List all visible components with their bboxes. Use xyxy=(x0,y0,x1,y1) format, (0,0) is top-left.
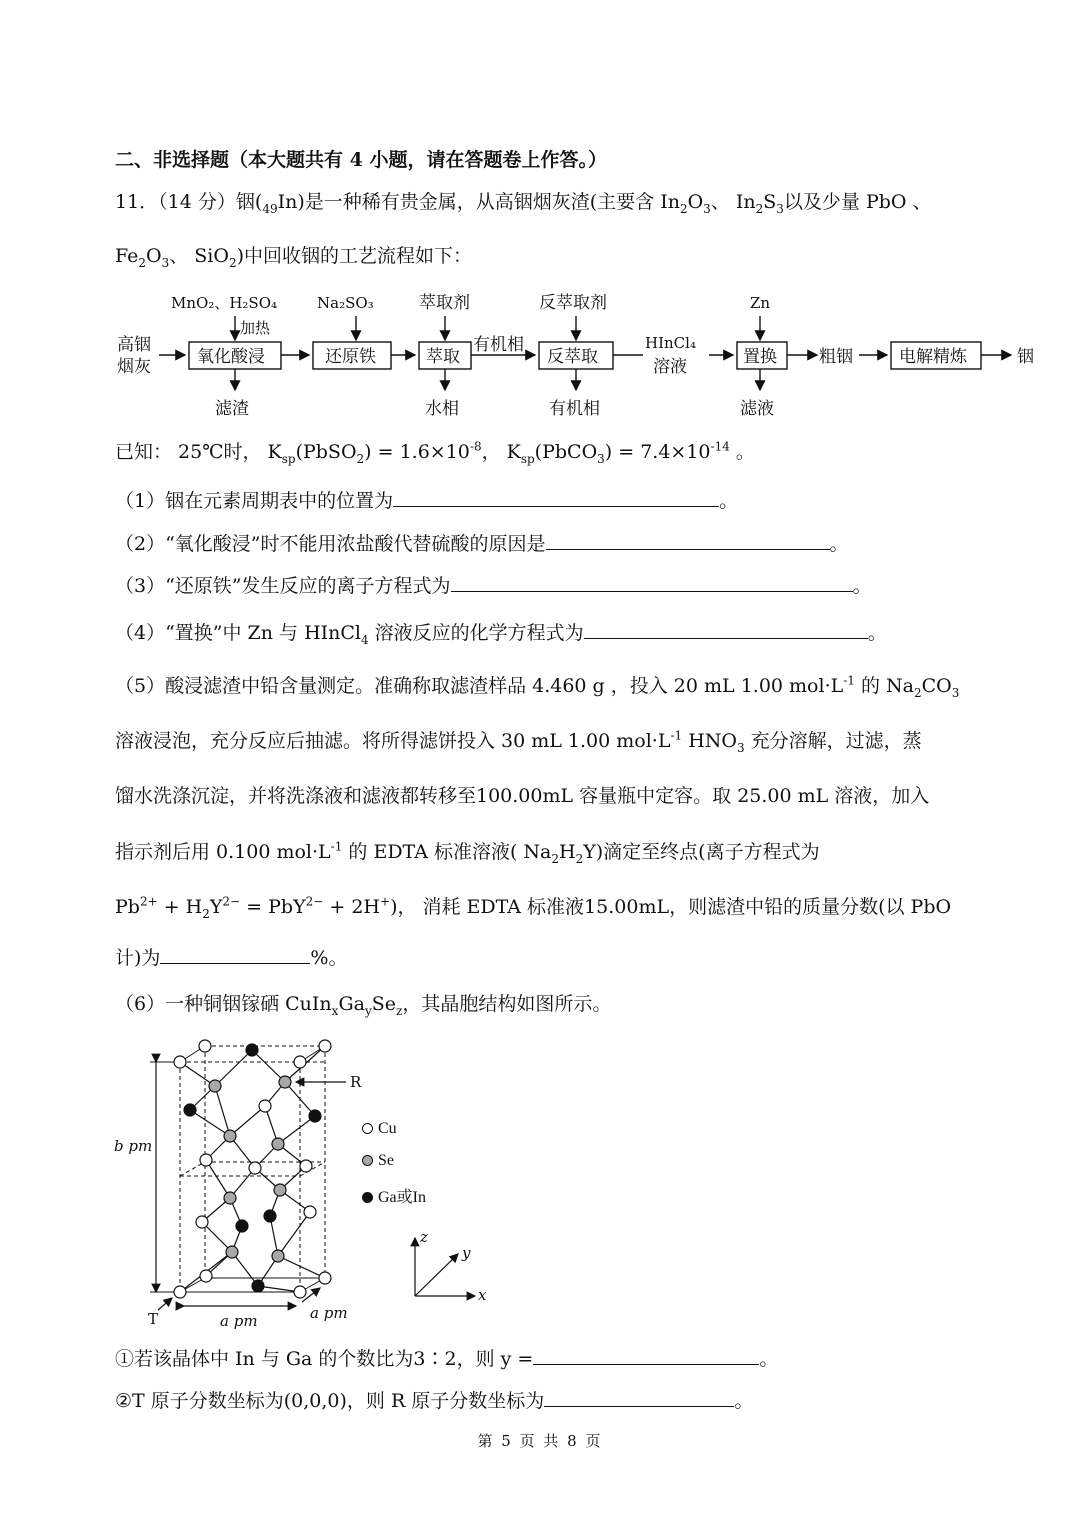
answer-blank-1[interactable] xyxy=(393,488,719,507)
question-6-1: ①若该晶体中 In 与 Ga 的个数比为3∶2，则 y = 。 xyxy=(115,1348,779,1370)
flow-start-top: 高铟 xyxy=(117,335,151,355)
answer-blank-4[interactable] xyxy=(584,620,868,639)
answer-blank-5[interactable] xyxy=(160,945,310,964)
cu-atom xyxy=(196,1216,208,1228)
axis-z-label: z xyxy=(420,1228,428,1246)
label-R: R xyxy=(350,1073,362,1091)
legend-cu: Cu xyxy=(362,1120,397,1138)
question-5-line2: 溶液浸泡，充分反应后抽滤。将所得滤饼投入 30 mL 1.00 $mol\cdot L^{-1}$ $HNO_3$ 充分溶解，过滤，蒸 xyxy=(115,728,922,755)
ga-in-legend-icon xyxy=(362,1192,373,1203)
se-atom xyxy=(226,1246,238,1258)
cu-atom xyxy=(319,1040,331,1052)
cu-atom xyxy=(259,1100,271,1112)
se-atom xyxy=(272,1250,284,1262)
question-3: （3）“还原铁”发生反应的离子方程式为 。 xyxy=(115,575,872,597)
question-5-line1: （5）酸浸滤渣中铅含量测定。准确称取滤渣样品 4.460 g ，投入 20 mL 1.00 $mol\cdot L^{-1}$ 的 $Na_2CO_3$ xyxy=(115,673,960,700)
flow-box5-label: 置换 xyxy=(743,347,777,367)
flow-reagent1: MnO₂、H₂SO₄ xyxy=(171,294,278,312)
se-atom xyxy=(224,1130,236,1142)
ga-in-atom xyxy=(309,1110,321,1122)
se-atom xyxy=(209,1080,221,1092)
q11-intro-line2: $Fe_2O_3$、 SiO$_2$)中回收铟的工艺流程如下： xyxy=(115,245,473,270)
page-footer: 第 5 页 共 8 页 xyxy=(477,1432,603,1450)
question-5-line3: 馏水洗涤沉淀，并将洗涤液和滤液都转移至100.00mL 容量瓶中定容。取 25.00 mL 溶液，加入 xyxy=(115,785,930,807)
ga-in-atom xyxy=(236,1220,248,1232)
question-5-line4: 指示剂后用 0.100 $mol\cdot L^{-1}$ 的 EDTA 标准溶液( $Na_2H_2Y$)滴定至终点(离子方程式为 xyxy=(115,839,820,866)
cu-atom xyxy=(319,1272,331,1284)
ga-in-atom xyxy=(252,1280,264,1292)
flow-reagent4: 反萃取剂 xyxy=(539,293,607,313)
section-heading: 二、非选择题（本大题共有 4 小题，请在答题卷上作答。） xyxy=(115,149,607,171)
cu-atom-T xyxy=(174,1286,186,1298)
se-atom xyxy=(274,1184,286,1196)
flow-reagent5: Zn xyxy=(750,294,771,312)
se-atom-R xyxy=(279,1076,291,1088)
cu-atom xyxy=(200,1154,212,1166)
question-5-line5: $Pb^{2+} + H_2Y^{2-} = PbY^{2-} + 2H^+$)， 消耗 EDTA 标准液15.00mL，则滤渣中铅的质量分数(以 PbO xyxy=(115,894,952,921)
cu-atom xyxy=(199,1040,211,1052)
ga-in-atom xyxy=(184,1104,196,1116)
question-5-line6: 计)为 %。 xyxy=(115,947,348,969)
axis-x-label: x xyxy=(478,1286,487,1304)
a-dimension-label-2: a pm xyxy=(310,1304,348,1322)
flow-reagent2: Na₂SO₃ xyxy=(317,294,374,312)
a-dimension-label: a pm xyxy=(220,1312,258,1330)
cu-atom xyxy=(249,1162,261,1174)
ga-in-atom xyxy=(246,1044,258,1056)
flow-final: 铟 xyxy=(1017,347,1034,367)
cu-atom xyxy=(174,1056,186,1068)
flow-box3-label: 萃取 xyxy=(426,347,460,367)
flow-reagent3: 萃取剂 xyxy=(419,293,470,313)
ga-in-atom xyxy=(264,1210,276,1222)
flow-out3: 水相 xyxy=(425,399,459,419)
axis-y-label: y xyxy=(462,1244,471,1262)
cu-legend-icon xyxy=(362,1123,373,1134)
cu-atom xyxy=(294,1056,306,1068)
crystal-cell-diagram xyxy=(110,1030,510,1330)
b-dimension-label: b pm xyxy=(114,1137,153,1155)
legend-ga-in: Ga或In xyxy=(362,1184,426,1207)
question-2: （2）“氧化酸浸”时不能用浓盐酸代替硫酸的原因是 。 xyxy=(115,533,849,555)
q11-intro-line1: 11．（14 分）铟$(_{49}In)$是一种稀有贵金属，从高铟烟灰渣(主要含 $In_2O_3$、 $In_2S_3$以及少量 PbO 、 xyxy=(115,191,932,216)
cu-atom xyxy=(304,1206,316,1218)
flow-product-top: HInCl₄ xyxy=(645,334,696,352)
flow-box4-label: 反萃取 xyxy=(547,347,598,367)
flow-box6-label: 电解精炼 xyxy=(899,347,967,367)
flow-heat: 加热 xyxy=(240,319,271,337)
question-6: （6）一种铜铟镓硒 $CuIn_xGa_ySe_z$，其晶胞结构如图所示。 xyxy=(115,993,612,1018)
legend-se: Se xyxy=(362,1152,394,1170)
se-atom xyxy=(272,1138,284,1150)
label-T: T xyxy=(148,1310,159,1328)
flow-box2-label: 还原铁 xyxy=(325,347,376,367)
question-1: （1）铟在元素周期表中的位置为 。 xyxy=(115,490,739,512)
process-flow-diagram xyxy=(113,288,1043,423)
cu-atom xyxy=(300,1160,312,1172)
known-constants: 已知： 25℃时， $K_{sp}(PbSO_2) = 1.6\times 10^{-8}$， $K_{sp}(PbCO_3) = 7.4\times 10^{-14}$ 。 xyxy=(115,439,755,466)
flow-start-bottom: 烟灰 xyxy=(117,357,151,377)
flow-out5: 滤液 xyxy=(740,399,774,419)
question-6-2: ②T 原子分数坐标为(0,0,0)，则 R 原子分数坐标为 。 xyxy=(115,1390,754,1412)
flow-mid-label: 有机相 xyxy=(473,335,524,355)
answer-blank-3[interactable] xyxy=(451,573,853,592)
flow-out4: 有机相 xyxy=(549,399,600,419)
flow-product-bottom: 溶液 xyxy=(653,357,687,377)
flow-crude: 粗铟 xyxy=(819,347,853,367)
flow-out1: 滤渣 xyxy=(215,399,249,419)
answer-blank-6-1[interactable] xyxy=(533,1346,759,1365)
answer-blank-6-2[interactable] xyxy=(544,1388,734,1407)
se-atom xyxy=(224,1192,236,1204)
flow-box1-label: 氧化酸浸 xyxy=(197,347,265,367)
cu-atom xyxy=(294,1286,306,1298)
answer-blank-2[interactable] xyxy=(546,531,830,550)
cu-atom xyxy=(200,1270,212,1282)
se-legend-icon xyxy=(362,1155,373,1166)
question-4: （4）“置换”中 Zn 与 HInCl$_4$ 溶液反应的化学方程式为 。 xyxy=(115,622,887,647)
